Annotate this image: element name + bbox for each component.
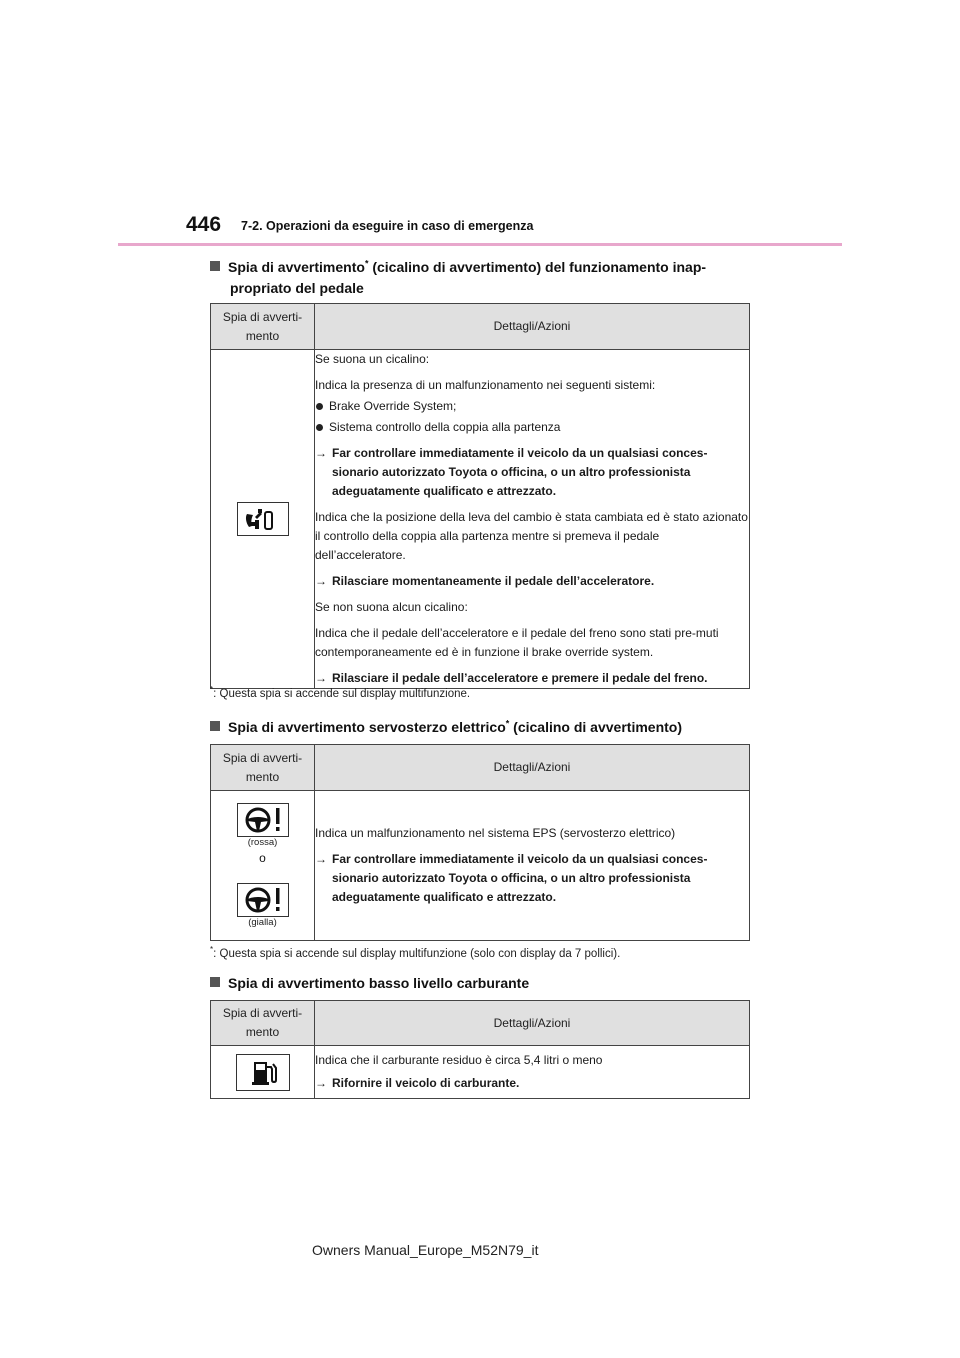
detail-text: Indica la presenza di un malfunzionamento nei seguenti sistemi: bbox=[315, 378, 656, 392]
square-bullet-icon bbox=[210, 977, 220, 987]
section-title-eps: Spia di avvertimento servosterzo elettrico* (cicalino di avvertimento) bbox=[210, 717, 755, 738]
action-text: → Rilasciare il pedale dell’acceleratore e premere il pedale del freno. bbox=[315, 669, 749, 688]
arrow-icon: → bbox=[315, 1076, 327, 1090]
arrow-icon: → bbox=[315, 446, 327, 460]
table-icon-cell bbox=[211, 350, 315, 689]
or-label: o bbox=[259, 850, 266, 865]
action-text: → Rifornire il veicolo di carburante. bbox=[315, 1074, 749, 1093]
arrow-icon: → bbox=[315, 574, 327, 588]
table-details-cell bbox=[315, 1046, 750, 1099]
table-icon-cell bbox=[211, 791, 315, 941]
detail-text: Indica che la posizione della leva del cambio è stata cambiata ed è stato azionato il controllo della coppia alla partenza mentre si premeva il pedale dell’acceleratore. bbox=[315, 510, 748, 562]
action-text: → Far controllare immediatamente il veicolo da un qualsiasi conces-sionario autorizzato Toyota o officina, o un altro professionista adeguatamente qualificato e attrezzato. bbox=[315, 446, 708, 498]
section-title-pedal: Spia di avvertimento* (cicalino di avvertimento) del funzionamento inap- propriato del pedale bbox=[210, 257, 755, 299]
arrow-icon: → bbox=[315, 852, 327, 866]
list-item: Sistema controllo della coppia alla partenza bbox=[315, 418, 749, 437]
steering-warning-icon bbox=[237, 883, 289, 917]
detail-text: Se suona un cicalino: bbox=[315, 352, 430, 366]
header-divider bbox=[118, 243, 842, 246]
page-number: 446 bbox=[186, 213, 222, 236]
fuel-pump-icon bbox=[236, 1054, 290, 1091]
action-text: → Rilasciare momentaneamente il pedale dell’acceleratore. bbox=[315, 572, 749, 591]
table-details-cell bbox=[315, 350, 750, 689]
bullet-icon bbox=[316, 424, 323, 431]
detail-text: Indica che il carburante residuo è circa 5,4 litri o meno bbox=[315, 1053, 603, 1067]
list-item: Brake Override System; bbox=[315, 397, 749, 416]
table-details-cell bbox=[315, 791, 750, 941]
warning-table-fuel bbox=[210, 1000, 750, 1099]
icon-label-yellow: (gialla) bbox=[248, 916, 277, 928]
warning-table-eps bbox=[210, 744, 750, 941]
square-bullet-icon bbox=[210, 261, 220, 271]
detail-text: Indica un malfunzionamento nel sistema EPS (servosterzo elettrico) bbox=[315, 826, 676, 840]
detail-text: Se non suona alcun cicalino: bbox=[315, 600, 468, 614]
action-text: → Far controllare immediatamente il veicolo da un qualsiasi conces-sionario autorizzato Toyota o officina, o un altro professionista adeguatamente qualificato e attrezzato. bbox=[315, 852, 708, 904]
square-bullet-icon bbox=[210, 721, 220, 731]
section-title-fuel: Spia di avvertimento basso livello carburante bbox=[210, 973, 755, 994]
steering-warning-icon bbox=[237, 803, 289, 837]
footnote-eps: *: Questa spia si accende sul display multifunzione (solo con display da 7 pollici). bbox=[210, 945, 621, 960]
footnote-pedal: *: Questa spia si accende sul display multifunzione. bbox=[210, 685, 471, 700]
table-header-details: Dettagli/Azioni bbox=[315, 1001, 750, 1046]
table-icon-cell bbox=[211, 1046, 315, 1099]
table-header-warning-light: Spia di avverti- mento bbox=[211, 745, 315, 791]
icon-label-red: (rossa) bbox=[247, 836, 278, 848]
table-header-details: Dettagli/Azioni bbox=[315, 745, 750, 791]
table-header-warning-light: Spia di avverti- mento bbox=[211, 304, 315, 350]
footer-text: Owners Manual_Europe_M52N79_it bbox=[312, 1242, 539, 1258]
table-header-warning-light: Spia di avverti- mento bbox=[211, 1001, 315, 1046]
chapter-title: 7-2. Operazioni da eseguire in caso di emergenza bbox=[241, 219, 534, 233]
table-header-details: Dettagli/Azioni bbox=[315, 304, 750, 350]
bullet-icon bbox=[316, 403, 323, 410]
arrow-icon: → bbox=[315, 671, 327, 685]
pedal-warning-icon bbox=[237, 502, 289, 536]
detail-text: Indica che il pedale dell’acceleratore e il pedale del freno sono stati pre-muti contemporaneamente ed è in funzione il brake override system. bbox=[315, 626, 719, 659]
warning-table-pedal bbox=[210, 303, 750, 689]
